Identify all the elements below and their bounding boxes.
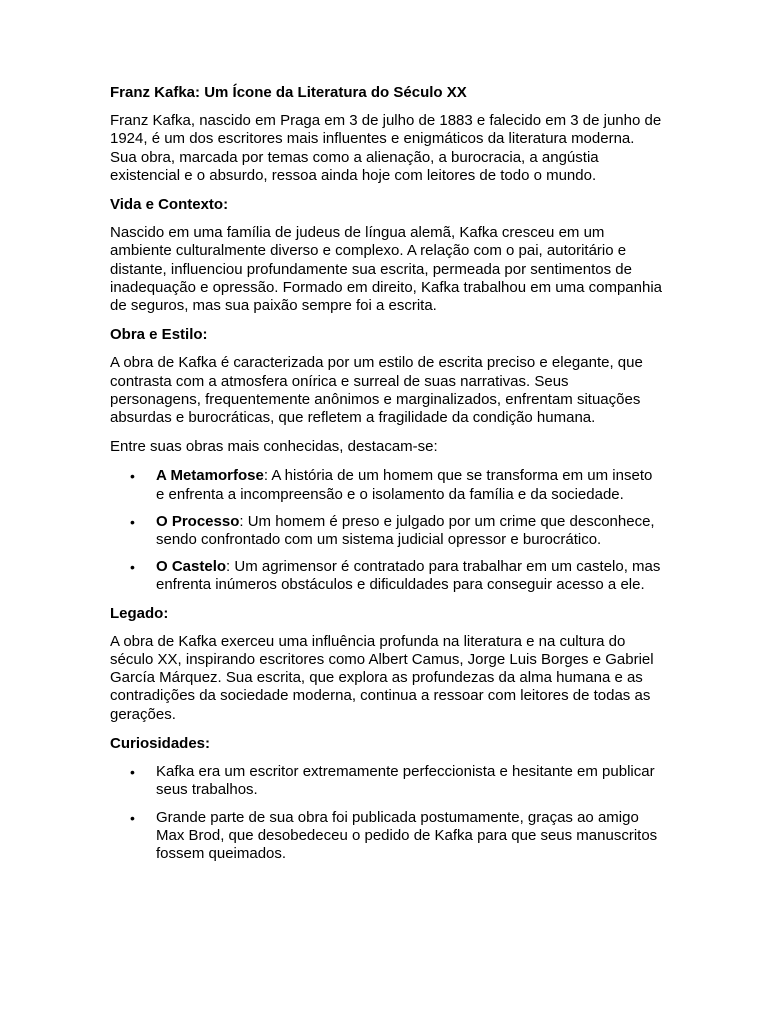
work-title: A Metamorfose	[156, 467, 264, 485]
work-description: : Um agrimensor é contratado para trabalhar em um castelo, mas enfrenta inúmeros obstáculos e dificuldades para conseguir acesso a ele.	[156, 558, 661, 594]
document-page	[110, 84, 662, 873]
obra-paragraph: A obra de Kafka é caracterizada por um estilo de escrita preciso e elegante, que contrasta com a atmosfera onírica e surreal de suas narrativas. Seus personagens, frequentemente anônimos e marginalizados, enfrentam situações absurdas e burocráticas, que refletem a fragilidade da condição humana.	[110, 354, 643, 427]
work-description: : A história de um homem que se transforma em um inseto e enfrenta a incompreensão e o isolamento da família e da sociedade.	[156, 467, 653, 503]
bullet-icon: •	[130, 559, 135, 576]
list-item	[110, 763, 662, 799]
works-list-intro: Entre suas obras mais conhecidas, destacam-se:	[110, 438, 438, 456]
curiosidades-list	[110, 763, 662, 863]
curiosity-text: Kafka era um escritor extremamente perfeccionista e hesitante em publicar seus trabalhos.	[156, 763, 655, 799]
list-item	[110, 809, 662, 864]
list-item	[110, 558, 662, 594]
work-title: O Castelo	[156, 558, 227, 576]
bullet-icon: •	[130, 809, 135, 826]
section-heading-vida: Vida e Contexto:	[110, 196, 229, 214]
section-heading-curiosidades: Curiosidades:	[110, 734, 211, 752]
bullet-icon: •	[130, 764, 135, 781]
list-item	[110, 467, 662, 503]
works-list	[110, 467, 662, 594]
list-item	[110, 513, 662, 549]
bullet-icon: •	[130, 513, 135, 530]
section-heading-legado: Legado:	[110, 604, 169, 622]
work-description: : Um homem é preso e julgado por um crime que desconhece, sendo confrontado com um sistema judicial opressor e burocrático.	[156, 512, 655, 549]
bullet-icon: •	[130, 468, 135, 485]
curiosity-text: Grande parte de sua obra foi publicada postumamente, graças ao amigo Max Brod, que desobedeceu o pedido de Kafka para que seus manuscritos fossem queimados.	[156, 808, 658, 862]
work-title: O Processo	[156, 512, 240, 530]
vida-paragraph: Nascido em uma família de judeus de língua alemã, Kafka cresceu em um ambiente culturalmente diverso e complexo. A relação com o pai, autoritário e distante, influenciou profundamente sua escrita, permeada por sentimentos de inadequação e opressão. Formado em direito, Kafka trabalhou em uma companhia de seguros, mas sua paixão sempre foi a escrita.	[110, 224, 662, 315]
document-title: Franz Kafka: Um Ícone da Literatura do Século XX	[110, 84, 467, 101]
intro-paragraph: Franz Kafka, nascido em Praga em 3 de julho de 1883 e falecido em 3 de junho de 1924, é um dos escritores mais influentes e enigmáticos da literatura moderna. Sua obra, marcada por temas como a alienação, a burocracia, a angústia existencial e o absurdo, ressoa ainda hoje com leitores de todo o mundo.	[110, 112, 662, 184]
section-heading-obra: Obra e Estilo:	[110, 326, 208, 344]
legado-paragraph: A obra de Kafka exerceu uma influência profunda na literatura e na cultura do século XX, inspirando escritores como Albert Camus, Jorge Luis Borges e Gabriel García Márquez. Sua escrita, que explora as profundezas da alma humana e as contradições da sociedade moderna, continua a ressoar com leitores de todas as gerações.	[110, 632, 654, 723]
